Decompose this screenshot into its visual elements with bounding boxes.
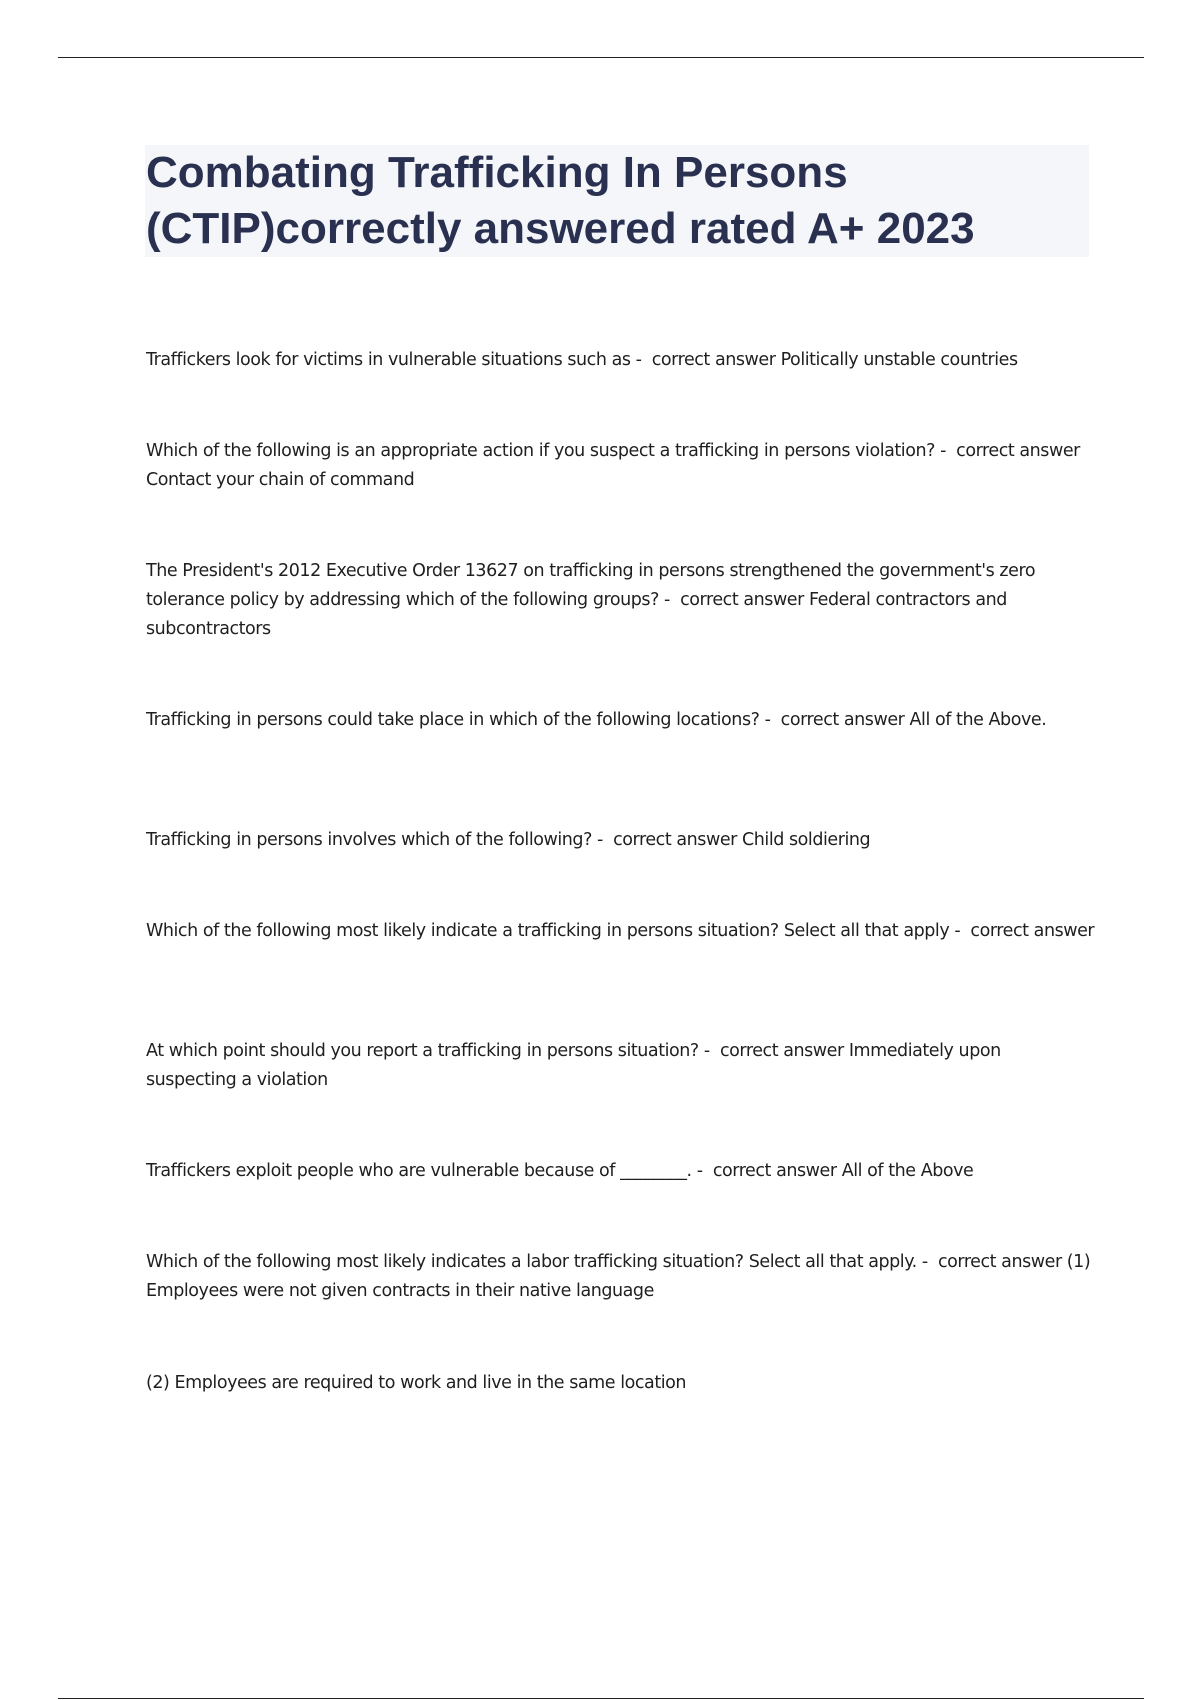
qa-item-10: (2) Employees are required to work and live in the same location: [146, 1373, 687, 1393]
qa-item-5: Trafficking in persons involves which of the following? - correct answer Child soldiering: [146, 830, 871, 850]
qa-item-6: Which of the following most likely indicate a trafficking in persons situation? Select all that apply - correct answer: [146, 921, 1095, 941]
qa-item-3: The President's 2012 Executive Order 13627 on trafficking in persons strengthened the government's zero tolerance policy by addressing which of the following groups? - correct answer Federal contractors and subcontractors: [146, 561, 1041, 639]
qa-item-1: Traffickers look for victims in vulnerable situations such as - correct answer Politically unstable countries: [146, 350, 1018, 370]
qa-item-9: Which of the following most likely indicates a labor trafficking situation? Select all that apply. - correct answer (1) Employees were not given contracts in their native language: [146, 1252, 1096, 1301]
document-title: Combating Trafficking In Persons (CTIP)correctly answered rated A+ 2023: [146, 148, 975, 253]
qa-item-7: At which point should you report a trafficking in persons situation? - correct answer Immediately upon suspecting a violation: [146, 1041, 1006, 1090]
bottom-rule: [58, 1698, 1144, 1699]
qa-item-4: Trafficking in persons could take place in which of the following locations? - correct answer All of the Above.: [146, 710, 1047, 730]
top-rule: [58, 57, 1144, 58]
qa-item-2: Which of the following is an appropriate action if you suspect a trafficking in persons violation? - correct answer Contact your chain of command: [146, 441, 1086, 490]
qa-item-8: Traffickers exploit people who are vulnerable because of ________. - correct answer All of the Above: [146, 1161, 974, 1181]
